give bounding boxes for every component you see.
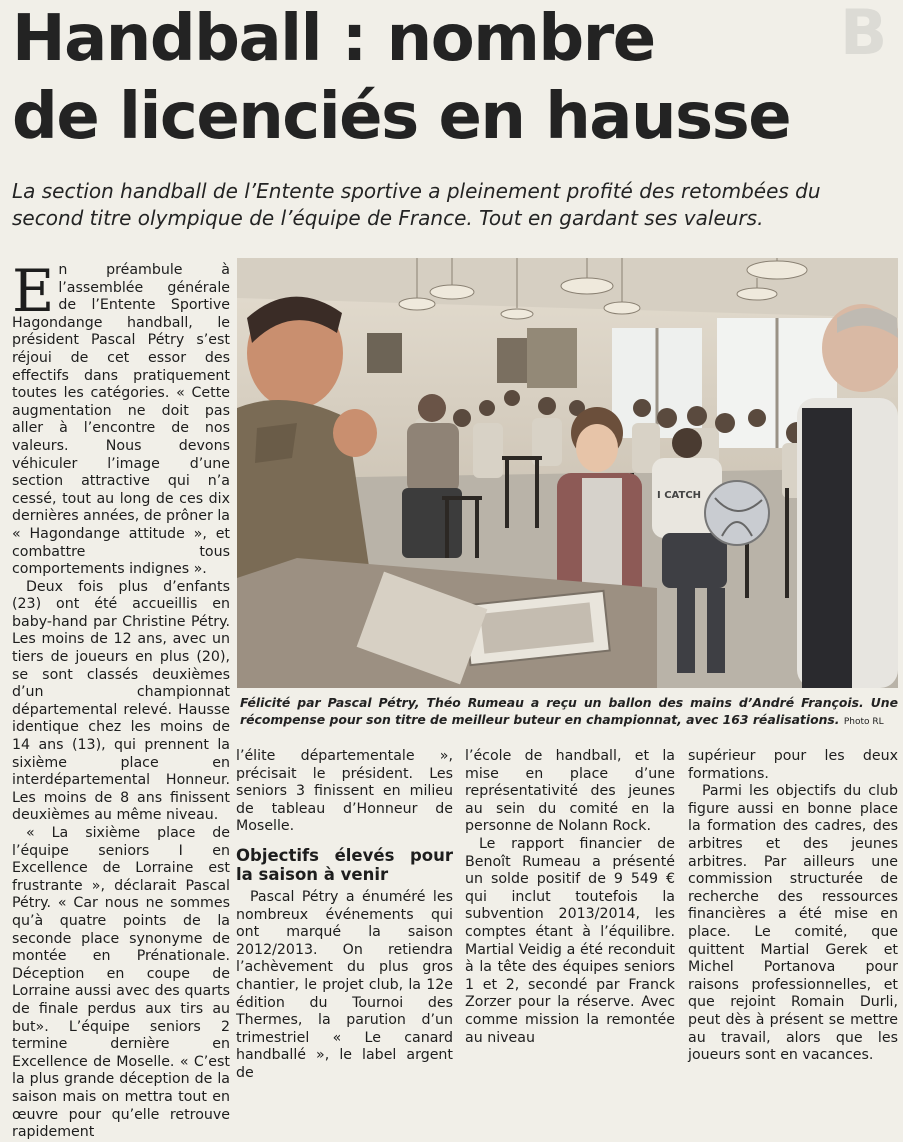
photo-caption [240,694,898,731]
shirt-text: I CATCH [657,490,702,501]
dropcap: E [12,257,55,325]
headline-line-1: Handball : nombre [12,2,655,76]
paragraph: l’élite départementale », précisait le président. Les seniors 3 finissent en milieu de tableau d’Honneur de Moselle. [236,748,453,835]
paragraph: En préambule à l’assemblée générale de l’Entente Sportive Hagondange handball, le président Pascal Pétry s’est réjoui de cet essor des effectifs dans pratiquement toutes les catégories. « Cette augmentation ne doit pas aller à l’encontre de nos valeurs. Nous devons véhiculer l’image d’une section attractive qui n’a cessé, tout au long de ces dix dernières années, de prôner la « Hagondange attitude », et combattre tous comportements indignes ». [12,257,230,578]
section-subhead: Objectifs élevés pour la saison à venir [236,845,453,884]
paragraph: Deux fois plus d’enfants (23) ont été accueillis en baby-hand par Christine Pétry. Les moins de 12 ans, avec un tiers de joueurs en plus (20), se sont classés deuxièmes d’un championnat départemental relevé. Hausse identique chez les moins de 14 ans (13), qui prennent la sixième place en interdépartemental Honneur. Les moins de 8 ans finissent deuxièmes au même niveau. [12,578,230,824]
caption-text: Félicité par Pascal Pétry, Théo Rumeau a reçu un ballon des mains d’André François. Une récompense pour son titre de meilleur buteur en championnat, avec 163 réalisations. [240,695,898,727]
column-2 [236,748,453,1083]
paragraph: Le rapport financier de Benoît Rumeau a présenté un solde positif de 9 549 € qui inclut toutefois la subvention 2013/2014, les comptes étant à l’équilibre. Martial Veidig a été reconduit à la tête des équipes seniors 1 et 2, secondé par Franck Zorzer pour la réserve. Avec comme mission la remontée au niveau [465,835,675,1046]
photo-scene-illustration [237,258,898,688]
paragraph: Pascal Pétry a énuméré les nombreux événements qui ont marqué la saison 2012/2013. On retiendra l’achèvement du plus gros chantier, le projet club, la 12e édition du Tournoi des Thermes, la parution d’un trimestriel « Le canard handballé », le label argent de [236,888,453,1081]
column-1 [12,257,230,1142]
headline-line-2: de licenciés en hausse [12,80,791,154]
article-photo [237,258,898,688]
paragraph: « La sixième place de l’équipe seniors I en Excellence de Lorraine est frustrante », déclarait Pascal Pétry. « Car nous ne sommes qu’à quatre points de la seconde place synonyme de montée en Prénationale. Déception en coupe de Lorraine aussi avec des quarts de finale perdus aux tirs au but». L’équipe seniors 2 termine dernière en Excellence de Moselle. « C’est la plus grande déception de la saison mais on mettra tout en œuvre pour qu’elle retrouve rapidement [12,825,230,1141]
column-3 [465,748,675,1047]
photo-credit: Photo RL [843,717,884,727]
column-4 [688,748,898,1065]
ghost-headline-bleed: B [840,0,888,69]
article-standfirst: La section handball de l’Entente sportive a pleinement profité des retombées du second titre olympique de l’équipe de France. Tout en gardant ses valeurs. [12,179,821,230]
paragraph: supérieur pour les deux formations. [688,748,898,782]
article-headline [12,0,897,156]
paragraph: Parmi les objectifs du club figure aussi en bonne place la formation des cadres, des arbitres et des jeunes arbitres. Par ailleurs une commission structurée de recherche des ressources financières a été mise en place. Le comité, que quittent Martial Gerek et Michel Portanova pour raisons professionnelles, et que rejoint Romain Durli, peut dès à présent se mettre au travail, alors que les joueurs sont en vacances. [688,783,898,1064]
paragraph: l’école de handball, et la mise en place d’une représentativité des jeunes au sein du comité en la personne de Nolann Rock. [465,748,675,835]
